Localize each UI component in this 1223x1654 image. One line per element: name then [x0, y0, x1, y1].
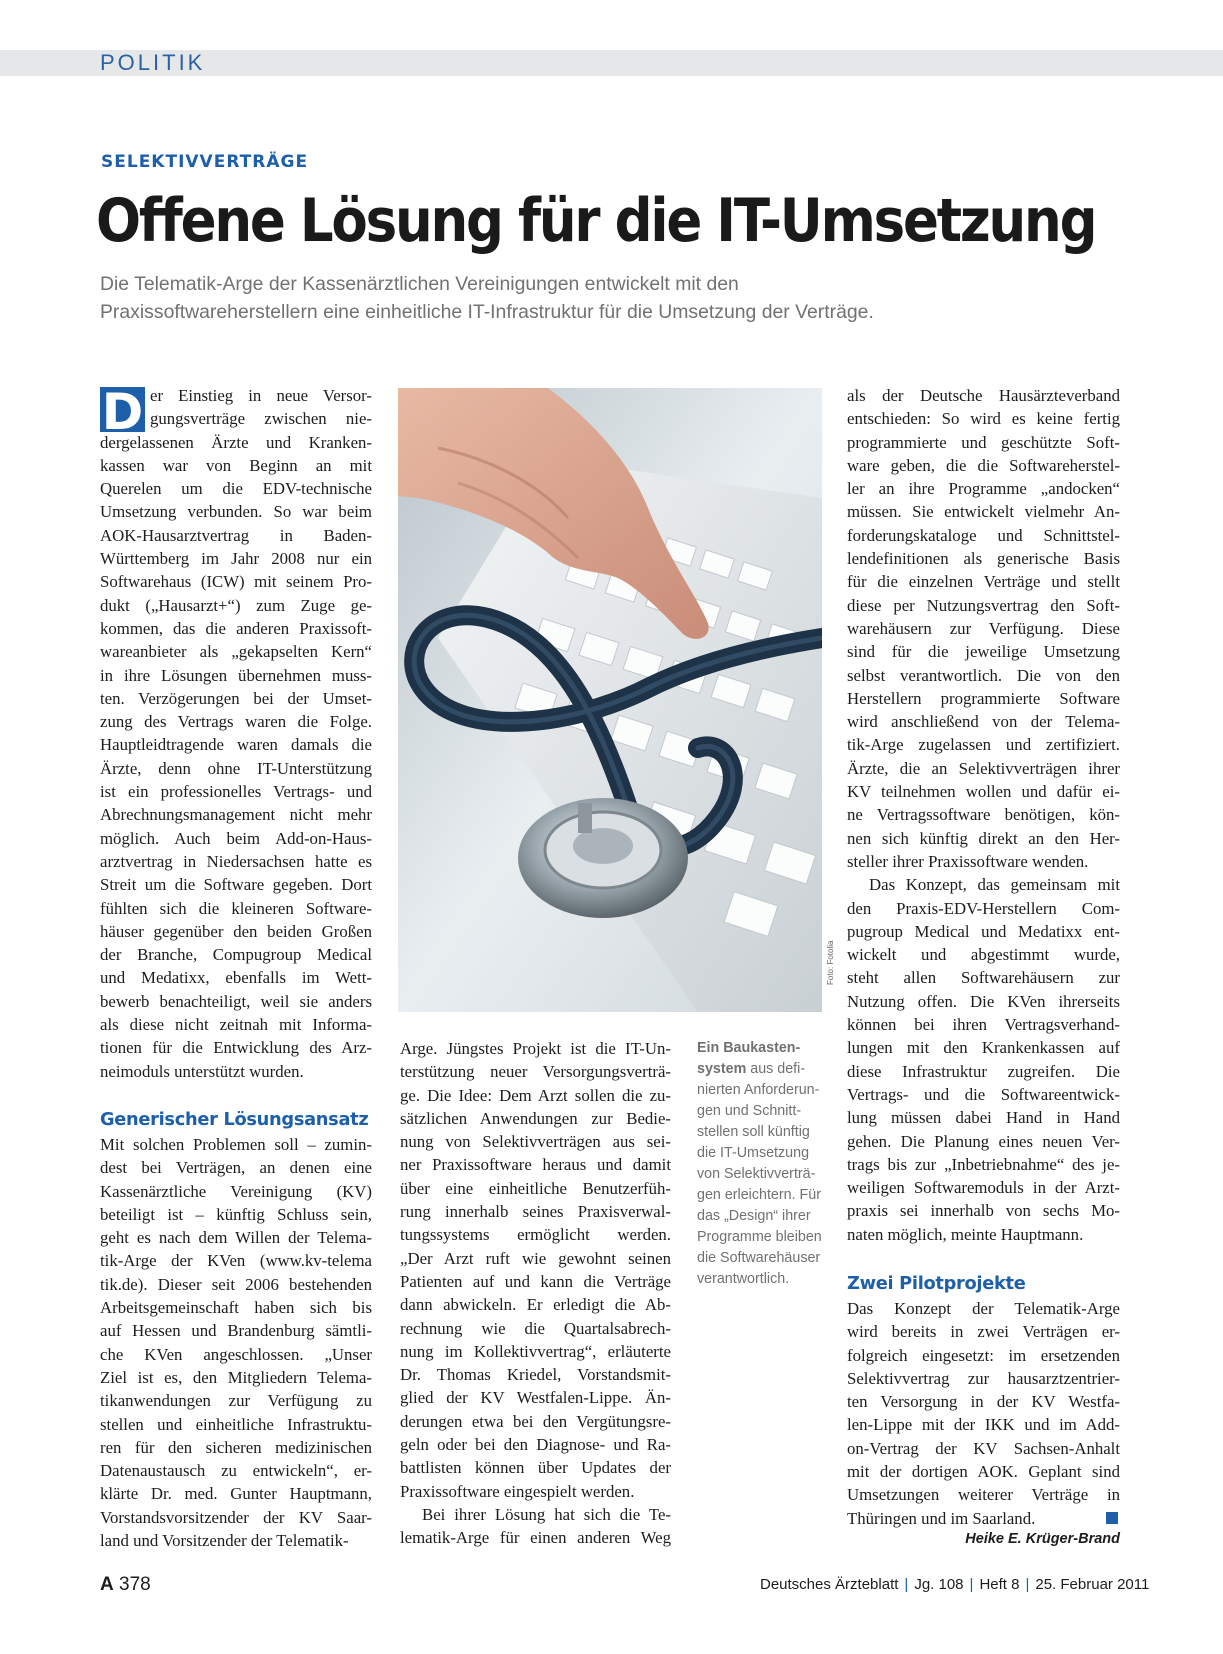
subtitle-line: Praxissoftwareherstellern eine einheitliche IT-Infrastruktur für die Umsetzung der Verträge. — [100, 301, 874, 323]
text-line: „Der Arzt ruft wie gewohnt seinen — [400, 1248, 671, 1268]
text-line: gungsverträge zwischen nie- — [150, 409, 372, 429]
article-column-3 — [847, 384, 1120, 1246]
text-line: geln oder bei den Diagnose- und Ra- — [400, 1435, 671, 1455]
text-line: ren für den sicheren medizinischen — [100, 1437, 372, 1457]
caption-line: das „Design“ ihrer — [697, 1208, 811, 1224]
caption-line — [697, 1038, 825, 1059]
text-line: land und Vorsitzender der Telematik- — [100, 1531, 349, 1551]
page-prefix: A — [100, 1574, 114, 1595]
text-line: Vertrags- und die Softwareentwick- — [847, 1084, 1120, 1104]
text-line: beteiligt ist – künftig Schluss sein, — [100, 1204, 372, 1224]
text-line: tikanwendungen zur Verfügung zu — [100, 1391, 372, 1411]
subtitle — [100, 270, 1110, 326]
caption-bold-lead: Ein Baukasten- — [697, 1040, 801, 1056]
caption-line: die Softwarehäuser — [697, 1250, 821, 1266]
article-column-2 — [400, 1037, 671, 1550]
text-line: Bei ihrer Lösung hat sich die Te- — [422, 1504, 671, 1524]
text-line: Das Konzept der Telematik-Arge — [847, 1299, 1120, 1318]
text-line: fühlten sich die kleineren Software- — [100, 898, 372, 918]
text-line: battlisten können über Updates der — [400, 1458, 671, 1478]
text-line: Dr. Thomas Kriedel, Vorstandsmit- — [400, 1365, 671, 1385]
text-line: Umsetzung verbunden. So war beim — [100, 502, 372, 522]
text-line: kassen war von Beginn an mit — [100, 455, 372, 475]
author-byline: Heike E. Krüger-Brand — [965, 1531, 1120, 1547]
text-line: als der Deutsche Hausärzteverband — [847, 386, 1120, 405]
text-line: Hauptleidtragende waren damals die — [100, 735, 372, 755]
text-line: AOK-Hausarztvertrag in Baden- — [100, 525, 372, 545]
text-line: ler an ihre Programme „andocken“ — [847, 479, 1120, 499]
journal-issue: Heft 8 — [979, 1576, 1020, 1593]
text-line: gehen. Die Planung eines neuen Ver- — [847, 1131, 1120, 1151]
journal-name: Deutsches Ärzteblatt — [760, 1576, 899, 1593]
text-line: rung innerhalb seines Praxisverwal- — [400, 1202, 671, 1222]
text-line: lematik-Arge für einen anderen Weg — [400, 1528, 671, 1548]
text-line: ge. Die Idee: Dem Arzt sollen die zu- — [400, 1085, 671, 1105]
caption-bold-lead: system — [697, 1061, 747, 1077]
text-line: rechnung wie die Quartalsabrech- — [400, 1318, 671, 1338]
text-line: lungen mit den Krankenkassen auf — [847, 1038, 1120, 1058]
text-line: Abrechnungsmanagement nicht mehr — [100, 805, 372, 825]
text-line: Das Konzept, das gemeinsam mit — [869, 875, 1120, 895]
text-line: den Praxis-EDV-Herstellern Com- — [847, 898, 1120, 918]
caption-line: gen erleichtern. Für — [697, 1187, 821, 1203]
text-line: dann abwickeln. Er erledigt die Ab- — [400, 1295, 671, 1315]
headline: Offene Lösung für die IT-Umsetzung — [96, 187, 1096, 256]
text-line: und Medatixx, ebenfalls im Wett- — [100, 968, 372, 988]
text-line: Arge. Jüngstes Projekt ist die IT-Un- — [400, 1039, 671, 1058]
text-line: programmierte und geschützte Soft- — [847, 432, 1120, 452]
text-line: dergelassenen Ärzte und Kranken- — [100, 432, 372, 452]
text-line: lendefinitionen als generische Basis — [847, 549, 1120, 569]
caption-line: verantwortlich. — [697, 1271, 790, 1287]
text-line: neimoduls unterstützt wurden. — [100, 1061, 304, 1081]
text-line: nung von Selektivverträgen aus sei- — [400, 1132, 671, 1152]
caption-line — [697, 1059, 825, 1080]
text-line: warehäusern zur Verfügung. Diese — [847, 618, 1120, 638]
text-line: Herstellern programmierte Software — [847, 688, 1120, 708]
text-line: Vorstandsvorsitzender der KV Saar- — [100, 1507, 372, 1527]
article-photo — [398, 388, 822, 1012]
text-line: Umsetzungen weiterer Verträge in — [847, 1485, 1120, 1505]
text-line: Selektivvertrag zur hausarztzentrier- — [847, 1368, 1120, 1388]
text-line: trags bis zur „Inbetriebnahme“ des je- — [847, 1154, 1120, 1174]
text-line: möglich. Auch beim Add-on-Haus- — [100, 828, 372, 848]
page-number-value: 378 — [119, 1574, 151, 1595]
text-line: tik-Arge der KVen (www.kv-telema — [100, 1251, 372, 1271]
journal-volume: Jg. 108 — [914, 1576, 964, 1593]
text-line: Querelen um die EDV-technische — [100, 479, 372, 499]
text-line: kommen, das die anderen Praxissoft- — [100, 618, 372, 638]
text-line: arztvertrag in Niedersachsen hatte es — [100, 851, 372, 871]
text-line: Ärzte, die an Selektivverträgen ihrer — [847, 758, 1120, 778]
text-line: Datenaustausch zu entwickeln“, er- — [100, 1461, 372, 1481]
text-line: Thüringen und im Saarland. — [847, 1508, 1036, 1528]
text-line: derungen etwa bei den Vergütungsre- — [400, 1411, 671, 1431]
text-line: tungssystems ermöglicht werden. — [400, 1225, 671, 1245]
text-line: mit der dortigen AOK. Geplant sind — [847, 1462, 1120, 1482]
text-line: steller ihrer Praxissoftware wenden. — [847, 851, 1089, 871]
text-line: tik-Arge zugelassen und zertifiziert. — [847, 735, 1120, 755]
text-line: dest bei Verträgen, an denen eine — [100, 1158, 372, 1178]
text-line: häuser gegenüber den beiden Großen — [100, 921, 372, 941]
text-line: zung des Vertrags waren die Folge. — [100, 712, 372, 732]
text-line: als diese nicht zeitnah mit Informa- — [100, 1015, 372, 1035]
text-line: steht allen Softwarehäusern zur — [847, 968, 1120, 988]
text-line: diese per Nutzungsvertrag den Soft- — [847, 595, 1120, 615]
caption-line: die IT-Umsetzung — [697, 1145, 810, 1161]
text-line: können bei ihren Vertragsverhand- — [847, 1015, 1120, 1035]
text-line: sätzlichen Anwendungen zur Bedie- — [400, 1108, 671, 1128]
text-line: selbst verantwortlich. Die von den — [847, 665, 1120, 685]
text-line: wird anschließend von der Telema- — [847, 712, 1120, 732]
text-line: ten. Verzögerungen bei der Umset- — [100, 688, 372, 708]
text-line: praxis sei innerhalb von sechs Mo- — [847, 1201, 1120, 1221]
caption-line: gen und Schnitt- — [697, 1103, 802, 1119]
subheading-generic-solution: Generischer Lösungsansatz — [100, 1109, 369, 1130]
drop-cap: D — [101, 383, 144, 441]
article-column-1-continued — [100, 1133, 372, 1552]
journal-date: 25. Februar 2011 — [1035, 1576, 1150, 1593]
text-line: Softwarehaus (ICW) mit seinem Pro- — [100, 572, 372, 592]
section-label: POLITIK — [100, 50, 206, 75]
text-line: ware geben, die die Softwareherstel- — [847, 455, 1120, 475]
separator: | — [1025, 1576, 1030, 1593]
keyboard-stethoscope-image — [398, 388, 822, 1012]
subtitle-line: Die Telematik-Arge der Kassenärztlichen Vereinigungen entwickelt mit den — [100, 273, 739, 295]
caption-line: Programme bleiben — [697, 1229, 822, 1245]
text-line: wareanbieter als „gekapselten Kern“ — [100, 642, 372, 662]
text-line: len-Lippe mit der IKK und im Add- — [847, 1415, 1120, 1435]
caption-line: von Selektivverträ- — [697, 1166, 816, 1182]
text-line: on-Vertrag der KV Sachsen-Anhalt — [847, 1438, 1120, 1458]
text-line: Ziel ist es, den Mitgliedern Telema- — [100, 1367, 372, 1387]
text-line: ner Praxissoftware heraus und damit — [400, 1155, 671, 1175]
photo-caption — [697, 1038, 825, 1290]
text-line: entschieden: So wird es keine fertig — [847, 409, 1120, 429]
text-line: KV teilnehmen wollen und dafür ei- — [847, 782, 1120, 802]
text-line: für die einzelnen Verträge und stellt — [847, 572, 1120, 592]
text-line: Arbeitsgemeinschaft haben sich bis — [100, 1298, 372, 1318]
article-column-3-continued — [847, 1297, 1120, 1530]
page-number — [100, 1574, 151, 1596]
separator: | — [904, 1576, 909, 1593]
text-line: klärte Dr. med. Gunter Hauptmann, — [100, 1484, 372, 1504]
text-line: wickelt und abgestimmt wurde, — [847, 945, 1120, 965]
text-line: in ihre Lösungen übernehmen muss- — [100, 665, 372, 685]
subheading-pilot-projects: Zwei Pilotprojekte — [847, 1273, 1026, 1294]
text-line: forderungskataloge und Schnittstel- — [847, 525, 1120, 545]
text-line: müssen. Sie entwickelt vielmehr An- — [847, 502, 1120, 522]
text-line: Kassenärztliche Vereinigung (KV) — [100, 1181, 372, 1201]
caption-line: nierten Anforderun- — [697, 1082, 820, 1098]
text-line: Mit solchen Problemen soll – zumin- — [100, 1135, 372, 1154]
text-line: nung im Kollektivvertrag“, erläuterte — [400, 1341, 671, 1361]
caption-text: aus defi- — [746, 1061, 806, 1077]
text-line: naten möglich, meinte Hauptmann. — [847, 1224, 1084, 1244]
text-line: pugroup Medical und Medatixx ent- — [847, 921, 1120, 941]
photo-credit: Foto: Fotolia — [826, 940, 835, 985]
text-line: tik.de). Dieser seit 2006 bestehenden — [100, 1274, 372, 1294]
text-line: diese Infrastruktur zugreifen. Die — [847, 1061, 1120, 1081]
text-line: Streit um die Software gegeben. Dort — [100, 875, 372, 895]
text-line: Patienten auf und kann die Verträge — [400, 1271, 671, 1291]
text-line: dukt („Hausarzt+“) zum Zuge ge- — [100, 595, 372, 615]
text-line: folgreich eingesetzt: im ersetzenden — [847, 1345, 1120, 1365]
text-line: glied der KV Westfalen-Lippe. Än- — [400, 1388, 671, 1408]
text-line: er Einstieg in neue Versor- — [150, 386, 372, 405]
text-line: sind für die jeweilige Umsetzung — [847, 642, 1120, 662]
text-line: lung müssen dabei Hand in Hand — [847, 1108, 1120, 1128]
text-line: bewerb benachteiligt, weil sie anders — [100, 991, 372, 1011]
text-line: ten Versorgung in der KV Westfa- — [847, 1392, 1120, 1412]
text-line: stellen und einheitliche Infrastruktu- — [100, 1414, 372, 1434]
text-line: Württemberg im Jahr 2008 nur ein — [100, 549, 372, 569]
text-line: auf Hessen und Brandenburg sämtli- — [100, 1321, 372, 1341]
text-line: ne Vertragssoftware benötigen, kön- — [847, 805, 1120, 825]
text-line: der Branche, Compugroup Medical — [100, 945, 372, 965]
text-line: über eine einheitliche Benutzerfüh- — [400, 1178, 671, 1198]
article-column-1 — [100, 384, 372, 1083]
text-line: Nutzung offen. Die KVen ihrerseits — [847, 991, 1120, 1011]
text-line: terstützung neuer Versorgungsverträ- — [400, 1062, 671, 1082]
end-of-article-square-icon — [1106, 1512, 1118, 1524]
text-line: Praxissoftware eingespielt werden. — [400, 1481, 635, 1501]
kicker: SELEKTIVVERTRÄGE — [101, 152, 309, 172]
separator: | — [969, 1576, 974, 1593]
text-line: wird bereits in zwei Verträgen er- — [847, 1322, 1120, 1342]
text-line: Ärzte, denn ohne IT-Unterstützung — [100, 758, 372, 778]
text-line: weiligen Softwaremoduls in der Arzt- — [847, 1178, 1120, 1198]
text-line: geht es nach dem Willen der Telema- — [100, 1228, 372, 1248]
text-line: ist ein professionelles Vertrags- und — [100, 782, 372, 802]
text-line: nen sich künftig direkt an den Her- — [847, 828, 1120, 848]
text-line: tionen für die Entwicklung des Arz- — [100, 1038, 372, 1058]
journal-info — [760, 1576, 1150, 1593]
text-line: che KVen angeschlossen. „Unser — [100, 1344, 372, 1364]
caption-line: stellen soll künftig — [697, 1124, 810, 1140]
